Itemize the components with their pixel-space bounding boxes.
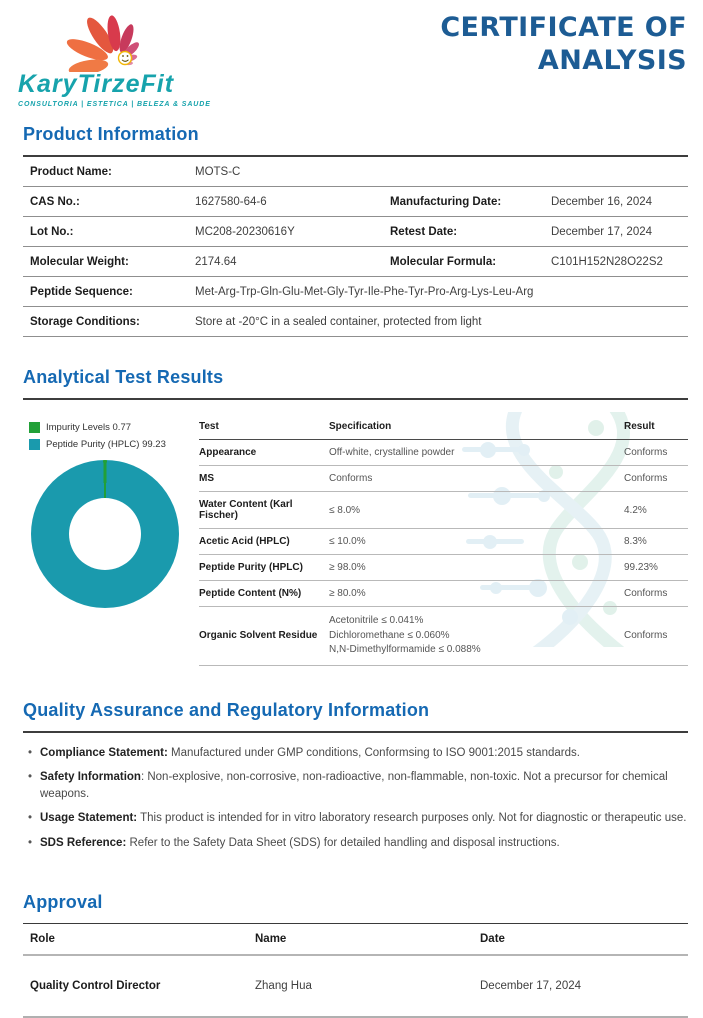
field-label: Lot No.: (30, 225, 74, 238)
approval-table (23, 923, 688, 1018)
test-name: Peptide Purity (HPLC) (199, 562, 303, 573)
bullet-text: : Non-explosive, non-corrosive, non-radioactive, non-flammable, non-toxic. Not a precursor for chemical weapons. (40, 770, 668, 800)
field-label: Manufacturing Date: (390, 195, 502, 208)
field-value: December 17, 2024 (551, 225, 653, 238)
column-header-name: Name (255, 932, 287, 945)
field-value: C101H152N28O22S2 (551, 255, 663, 268)
approval-heading: Approval (23, 891, 103, 912)
bullet-label: Usage Statement: (40, 812, 138, 825)
column-header-result: Result (624, 421, 655, 432)
table-row (199, 555, 688, 581)
list-item (28, 769, 689, 804)
field-label: Storage Conditions: (30, 315, 140, 328)
test-spec: ≥ 98.0% (329, 562, 366, 573)
test-spec: Conforms (329, 473, 373, 484)
field-value: December 16, 2024 (551, 195, 653, 208)
brand-logo (18, 6, 233, 110)
test-result: 8.3% (624, 536, 647, 547)
document-title (440, 12, 687, 110)
quality-assurance-heading: Quality Assurance and Regulatory Information (23, 699, 430, 720)
test-result: Conforms (624, 630, 668, 642)
quality-statements-list (0, 733, 703, 852)
purity-chart-column (23, 414, 191, 666)
brand-wordmark: KaryTirzeFit (18, 70, 175, 98)
field-value: Store at -20°C in a sealed container, protected from light (195, 315, 482, 328)
test-spec: ≥ 80.0% (329, 588, 366, 599)
chart-legend (29, 422, 191, 450)
test-result: 99.23% (624, 562, 658, 573)
table-row (199, 529, 688, 555)
test-spec: Off-white, crystalline powder (329, 447, 455, 458)
table-row (199, 492, 688, 529)
document-title-line2: ANALYSIS (537, 44, 687, 76)
product-information-heading: Product Information (23, 124, 199, 144)
field-value: 1627580-64-6 (195, 195, 267, 208)
column-header-test: Test (199, 421, 219, 432)
test-spec: ≤ 8.0% (329, 504, 361, 516)
field-label: Molecular Weight: (30, 255, 129, 268)
approval-date: December 17, 2024 (480, 979, 582, 992)
field-value: MC208-20230616Y (195, 225, 295, 238)
test-results-table (199, 414, 688, 666)
column-header-role: Role (30, 932, 55, 945)
table-row (199, 607, 688, 666)
field-label: Molecular Formula: (390, 255, 497, 268)
flower-petals-logo-icon (60, 6, 190, 72)
table-row (23, 157, 688, 187)
legend-swatch-green (29, 422, 40, 433)
test-spec (329, 614, 624, 658)
analytical-section (0, 400, 703, 666)
test-spec: ≤ 10.0% (329, 536, 366, 547)
table-header-row (23, 924, 688, 956)
test-result: Conforms (624, 447, 668, 458)
field-value: 2174.64 (195, 255, 237, 268)
legend-item (29, 439, 191, 450)
bullet-label: SDS Reference: (40, 836, 127, 849)
table-row (199, 440, 688, 466)
test-results-table-wrap (199, 414, 688, 666)
table-row (23, 217, 688, 247)
table-row (199, 466, 688, 492)
legend-label: Impurity Levels 0.77 (46, 422, 132, 433)
field-label: Retest Date: (390, 225, 458, 238)
list-item (28, 810, 689, 827)
bullet-text: This product is intended for in vitro laboratory research purposes only. Not for diagnostic or therapeutic use. (137, 812, 687, 825)
field-label: CAS No.: (30, 195, 80, 208)
bullet-text: Manufactured under GMP conditions, Conformsing to ISO 9001:2015 standards. (167, 746, 580, 759)
spec-line: N,N-Dimethylformamide ≤ 0.088% (329, 644, 481, 655)
purity-donut-chart (31, 460, 179, 608)
table-header-row (199, 414, 688, 440)
table-row (23, 277, 688, 307)
list-item (28, 835, 689, 852)
test-name: Peptide Content (N%) (199, 588, 302, 599)
legend-label: Peptide Purity (HPLC) 99.23 (46, 439, 166, 450)
test-result: Conforms (624, 588, 668, 599)
page-header (0, 0, 703, 110)
field-label: Peptide Sequence: (30, 285, 133, 298)
bullet-label: Compliance Statement: (40, 746, 168, 759)
legend-item (29, 422, 191, 433)
field-label: Product Name: (30, 165, 112, 178)
test-name: Acetic Acid (HPLC) (199, 536, 290, 547)
spec-line: Dichloromethane ≤ 0.060% (329, 629, 450, 641)
approver-name: Zhang Hua (255, 979, 312, 992)
test-name: Appearance (199, 447, 257, 458)
bullet-label: Safety Information (40, 770, 141, 783)
column-header-date: Date (480, 932, 505, 945)
analytical-results-heading: Analytical Test Results (23, 367, 224, 387)
bullet-text: Refer to the Safety Data Sheet (SDS) for detailed handling and disposal instructions. (126, 836, 560, 849)
list-item (28, 745, 689, 762)
table-row (23, 187, 688, 217)
column-header-specification: Specification (329, 421, 392, 432)
table-row (199, 581, 688, 607)
document-title-line1: CERTIFICATE OF (440, 12, 687, 43)
test-result: Conforms (624, 473, 668, 484)
field-value: MOTS-C (195, 165, 241, 178)
field-value: Met-Arg-Trp-Gln-Glu-Met-Gly-Tyr-Ile-Phe-Tyr-Pro-Arg-Lys-Leu-Arg (195, 285, 534, 298)
brand-tagline: CONSULTORIA | ESTETICA | BELEZA & SAUDE (18, 101, 211, 108)
test-result: 4.2% (624, 504, 647, 516)
test-name: Water Content (Karl Fischer) (199, 499, 293, 521)
legend-swatch-teal (29, 439, 40, 450)
approver-role: Quality Control Director (30, 979, 161, 992)
table-row (23, 956, 688, 1018)
test-name: Organic Solvent Residue (199, 630, 318, 642)
test-name: MS (199, 473, 214, 484)
spec-line: Acetonitrile ≤ 0.041% (329, 615, 424, 626)
product-information-table (23, 155, 688, 337)
table-row (23, 307, 688, 337)
table-row (23, 247, 688, 277)
